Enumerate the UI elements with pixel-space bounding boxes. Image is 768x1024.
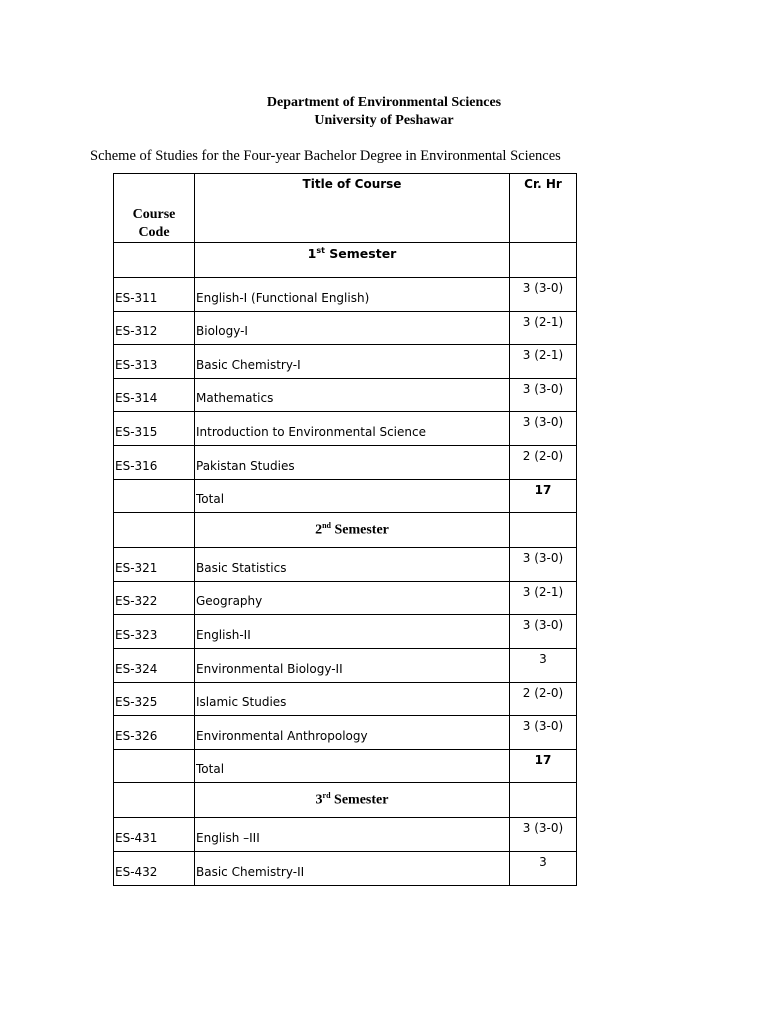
table-row: [114, 278, 577, 312]
course-code: ES-316: [114, 445, 195, 479]
semester-number: 1: [307, 246, 317, 262]
course-table: [113, 173, 577, 886]
credit-hours: 3: [510, 851, 577, 885]
credit-hours: 3 (3-0): [510, 548, 577, 582]
course-code: ES-323: [114, 615, 195, 649]
credit-hours: 3 (3-0): [510, 378, 577, 412]
semester-ordinal: st: [316, 246, 325, 255]
table-row: [114, 378, 577, 412]
table-header-row: [114, 174, 577, 243]
total-credit-hours: 17: [510, 749, 577, 783]
column-header-course-code: [114, 174, 195, 243]
course-code: ES-315: [114, 412, 195, 446]
table-row: [114, 311, 577, 345]
course-title: Basic Chemistry-I: [195, 345, 510, 379]
course-title: Islamic Studies: [195, 682, 510, 716]
semester-ordinal: rd: [322, 791, 331, 801]
semester-word: Semester: [334, 522, 389, 538]
course-code: ES-431: [114, 818, 195, 852]
table-row: [114, 716, 577, 750]
credit-hours: 3 (3-0): [510, 412, 577, 446]
empty-cell: [114, 749, 195, 783]
course-title: Environmental Biology-II: [195, 648, 510, 682]
course-code: ES-312: [114, 311, 195, 345]
university-heading: University of Peshawar: [314, 113, 454, 128]
course-title: Mathematics: [195, 378, 510, 412]
course-code: ES-313: [114, 345, 195, 379]
course-code: ES-321: [114, 548, 195, 582]
total-label: Total: [195, 479, 510, 513]
course-title: English-I (Functional English): [195, 278, 510, 312]
total-label: Total: [195, 749, 510, 783]
empty-cell: [510, 513, 577, 548]
course-code: ES-322: [114, 581, 195, 615]
credit-hours: 3 (2-1): [510, 311, 577, 345]
empty-cell: [510, 243, 577, 278]
semester-word: Semester: [334, 793, 389, 809]
semester-row: [114, 783, 577, 818]
semester-2-label: [195, 513, 510, 548]
table-row: [114, 548, 577, 582]
course-title: Introduction to Environmental Science: [195, 412, 510, 446]
semester-number: 3: [315, 793, 323, 809]
total-row: [114, 749, 577, 783]
semester-number: 2: [315, 522, 323, 538]
empty-cell: [114, 479, 195, 513]
table-row: [114, 345, 577, 379]
department-heading: Department of Environmental Sciences: [266, 95, 502, 110]
column-header-credit-hours: Cr. Hr: [510, 174, 577, 243]
table-row: [114, 851, 577, 885]
course-title: Pakistan Studies: [195, 445, 510, 479]
course-code-header-line1: Course: [132, 207, 176, 222]
course-code: ES-432: [114, 851, 195, 885]
table-row: [114, 818, 577, 852]
credit-hours: 2 (2-0): [510, 682, 577, 716]
credit-hours: 2 (2-0): [510, 445, 577, 479]
table-row: [114, 412, 577, 446]
semester-ordinal: nd: [322, 521, 331, 531]
course-code: ES-324: [114, 648, 195, 682]
scheme-title: Scheme of Studies for the Four-year Bachelor Degree in Environmental Sciences: [90, 148, 561, 164]
course-code: ES-325: [114, 682, 195, 716]
credit-hours: 3: [510, 648, 577, 682]
course-code-header-line2: Code: [138, 225, 170, 240]
credit-hours: 3 (3-0): [510, 615, 577, 649]
table-row: [114, 615, 577, 649]
total-credit-hours: 17: [510, 479, 577, 513]
table-row: [114, 581, 577, 615]
table-row: [114, 648, 577, 682]
semester-1-label: [195, 243, 510, 278]
empty-cell: [114, 243, 195, 278]
course-title: Geography: [195, 581, 510, 615]
total-row: [114, 479, 577, 513]
empty-cell: [114, 783, 195, 818]
course-code: ES-314: [114, 378, 195, 412]
semester-row: [114, 243, 577, 278]
semester-row: [114, 513, 577, 548]
credit-hours: 3 (3-0): [510, 716, 577, 750]
course-code: ES-326: [114, 716, 195, 750]
course-title: Basic Chemistry-II: [195, 851, 510, 885]
credit-hours: 3 (3-0): [510, 278, 577, 312]
empty-cell: [510, 783, 577, 818]
column-header-title: Title of Course: [195, 174, 510, 243]
course-title: Biology-I: [195, 311, 510, 345]
credit-hours: 3 (2-1): [510, 345, 577, 379]
table-row: [114, 445, 577, 479]
course-title: English-II: [195, 615, 510, 649]
course-title: English –III: [195, 818, 510, 852]
empty-cell: [114, 513, 195, 548]
credit-hours: 3 (3-0): [510, 818, 577, 852]
semester-word: Semester: [329, 246, 397, 262]
course-code: ES-311: [114, 278, 195, 312]
course-title: Environmental Anthropology: [195, 716, 510, 750]
table-row: [114, 682, 577, 716]
credit-hours: 3 (2-1): [510, 581, 577, 615]
semester-3-label: [195, 783, 510, 818]
course-title: Basic Statistics: [195, 548, 510, 582]
